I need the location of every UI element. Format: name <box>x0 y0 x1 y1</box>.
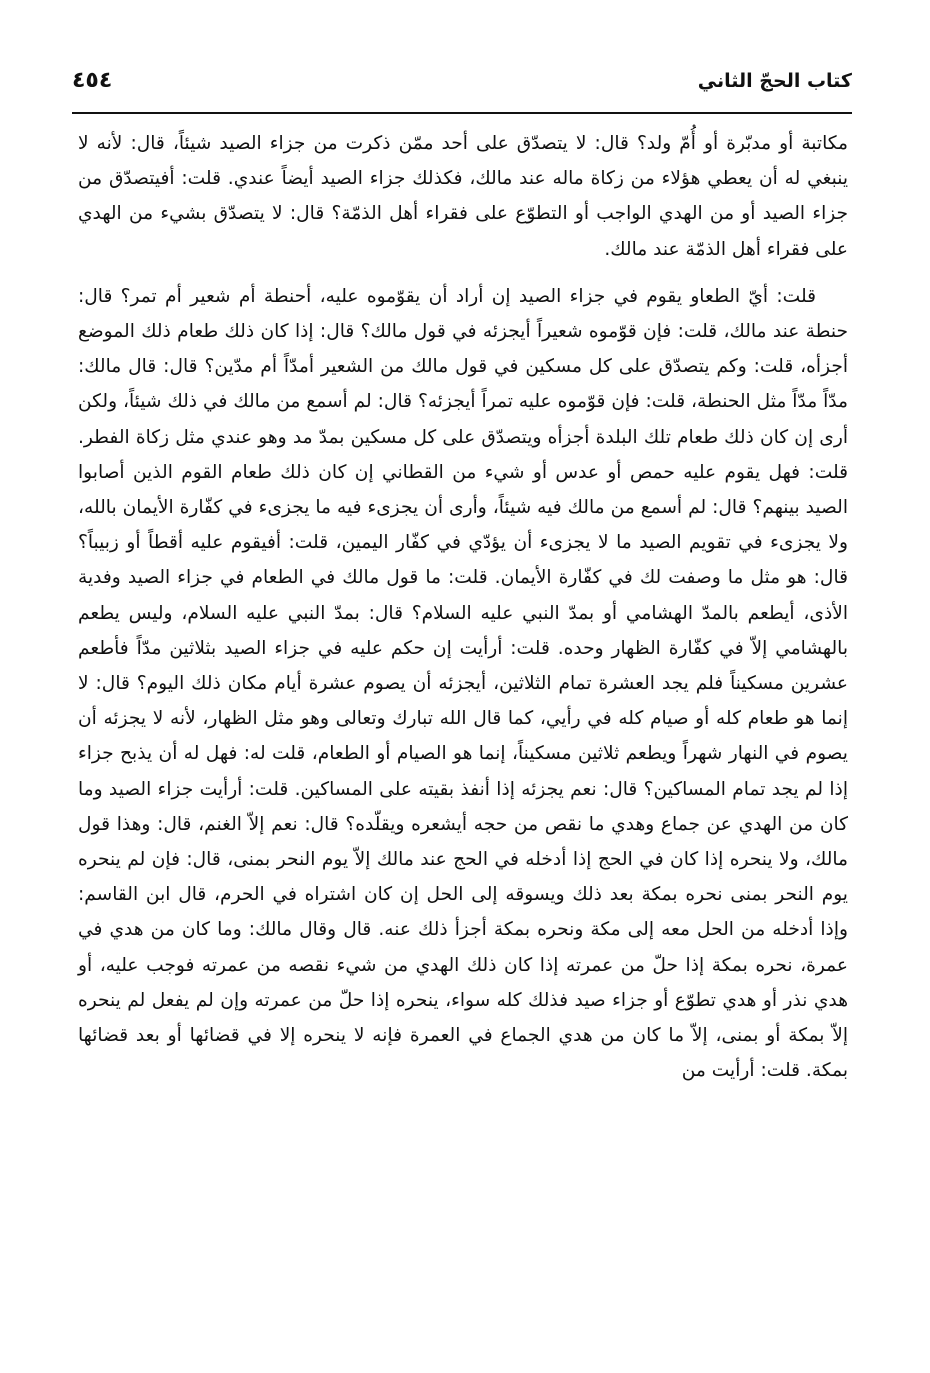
paragraph: قلت: أيّ الطعاو يقوم في جزاء الصيد إن أراد أن يقوّموه عليه، أحنطة أم شعير أم تمر؟ قال: حنطة عند مالك، قلت: فإن قوّموه شعيراً أيجزئه في قول مالك؟ قال: إذا كان ذلك طعام ذلك الموضع أجزأه، قلت: وكم يتصدّق على كل مسكين في قول مالك من الشعير أمدّاً أم مدّين؟ قال: قال مالك: مدّاً مدّاً مثل الحنطة، قلت: فإن قوّموه عليه تمراً أيجزئه؟ قال: لم أسمع من مالك في ذلك شيئاً، ولكن أرى إن كان ذلك طعام تلك البلدة أجزأه ويتصدّق على كل مسكين بمدّ مد وهو عندي مثل زكاة الفطر. قلت: فهل يقوم عليه حمص أو عدس أو شيء من القطاني إن كان ذلك طعام القوم الذين أصابوا الصيد بينهم؟ قال: لم أسمع من مالك فيه شيئاً، وأرى أن يجزىء فيه ما يجزىء في كفّارة الأيمان بالله، ولا يجزىء في تقويم الصيد ما لا يجزىء أن يؤدّي في كفّار اليمين، قلت: أفيقوم عليه أقطاً أو زبيباً؟ قال: هو مثل ما وصفت لك في كفّارة الأيمان. قلت: ما قول مالك في الطعام في جزاء الصيد وفدية الأذى، أيطعم بالمدّ الهشامي أو بمدّ النبي عليه السلام؟ قال: بمدّ النبي عليه السلام، وليس يطعم بالهشامي إلاّ في كفّارة الظهار وحده. قلت: أرأيت إن حكم عليه في جزاء الصيد بثلاثين مدّاً فأطعم عشرين مسكيناً فلم يجد العشرة تمام الثلاثين، أيجزئه أن يصوم عشرة أيام مكان ذلك اليوم؟ قال: لا إنما هو طعام كله أو صيام كله في رأيي، كما قال الله تبارك وتعالى وهو مثل الظهار، لأنه لا يجزئه أن يصوم في النهار شهراً ويطعم ثلاثين مسكيناً، إنما هو الصيام أو الطعام، قلت له: فهل له أن يذبح جزاء إذا لم يجد تمام المساكين؟ قال: نعم يجزئه إذا أنفذ بقيته على المساكين. قلت: أرأيت جزاء الصيد وما كان من الهدي عن جماع وهدي ما نقص من حجه أيشعره ويقلّده؟ قال: نعم إلاّ الغنم، قال: وهذا قول مالك، ولا ينحره إذا كان في الحج إذا أدخله في الحج عند مالك إلاّ يوم النحر بمنى، قال: فإن لم ينحره يوم النحر بمنى نحره بمكة بعد ذلك ويسوقه إلى الحل إن كان اشتراه في الحرم، قال ابن القاسم: وإذا أدخله من الحل معه إلى مكة ونحره بمكة أجزأ ذلك عنه. قال وقال مالك: وما كان من هدي في عمرة، نحره بمكة إذا حلّ من عمرته إذا كان ذلك الهدي من شيء نقصه من عمرته فوجب عليه، أو هدي نذر أو هدي تطوّع أو جزاء صيد فذلك كله سواء، ينحره إذا حلّ من عمرته وإن لم يفعل لم ينحره إلاّ بمكة أو بمنى، إلاّ ما كان من هدي الجماع في العمرة فإنه لا ينحره إلا في قضائها أو بعد قضائها بمكة. قلت: أرأيت من <box>78 285 848 1082</box>
running-title: كتاب الحجّ الثاني <box>697 70 852 92</box>
page-number: ٤٥٤ <box>72 68 113 93</box>
page-header <box>72 62 852 102</box>
paragraph: مكاتبة أو مدبّرة أو أُمّ ولد؟ قال: لا يتصدّق على أحد ممّن ذكرت من جزاء الصيد شيئاً، قال: لأنه لا ينبغي له أن يعطي هؤلاء من زكاة ماله عند مالك، فكذلك جزاء الصيد أيضاً عندي. قلت: أفيتصدّق من جزاء الصيد أو من الهدي الواجب أو التطوّع على فقراء أهل الذمّة؟ قال: لا يتصدّق بشيء من الهدي على فقراء أهل الذمّة عند مالك. <box>78 133 848 260</box>
header-divider <box>72 112 852 114</box>
body-text <box>78 126 848 1088</box>
